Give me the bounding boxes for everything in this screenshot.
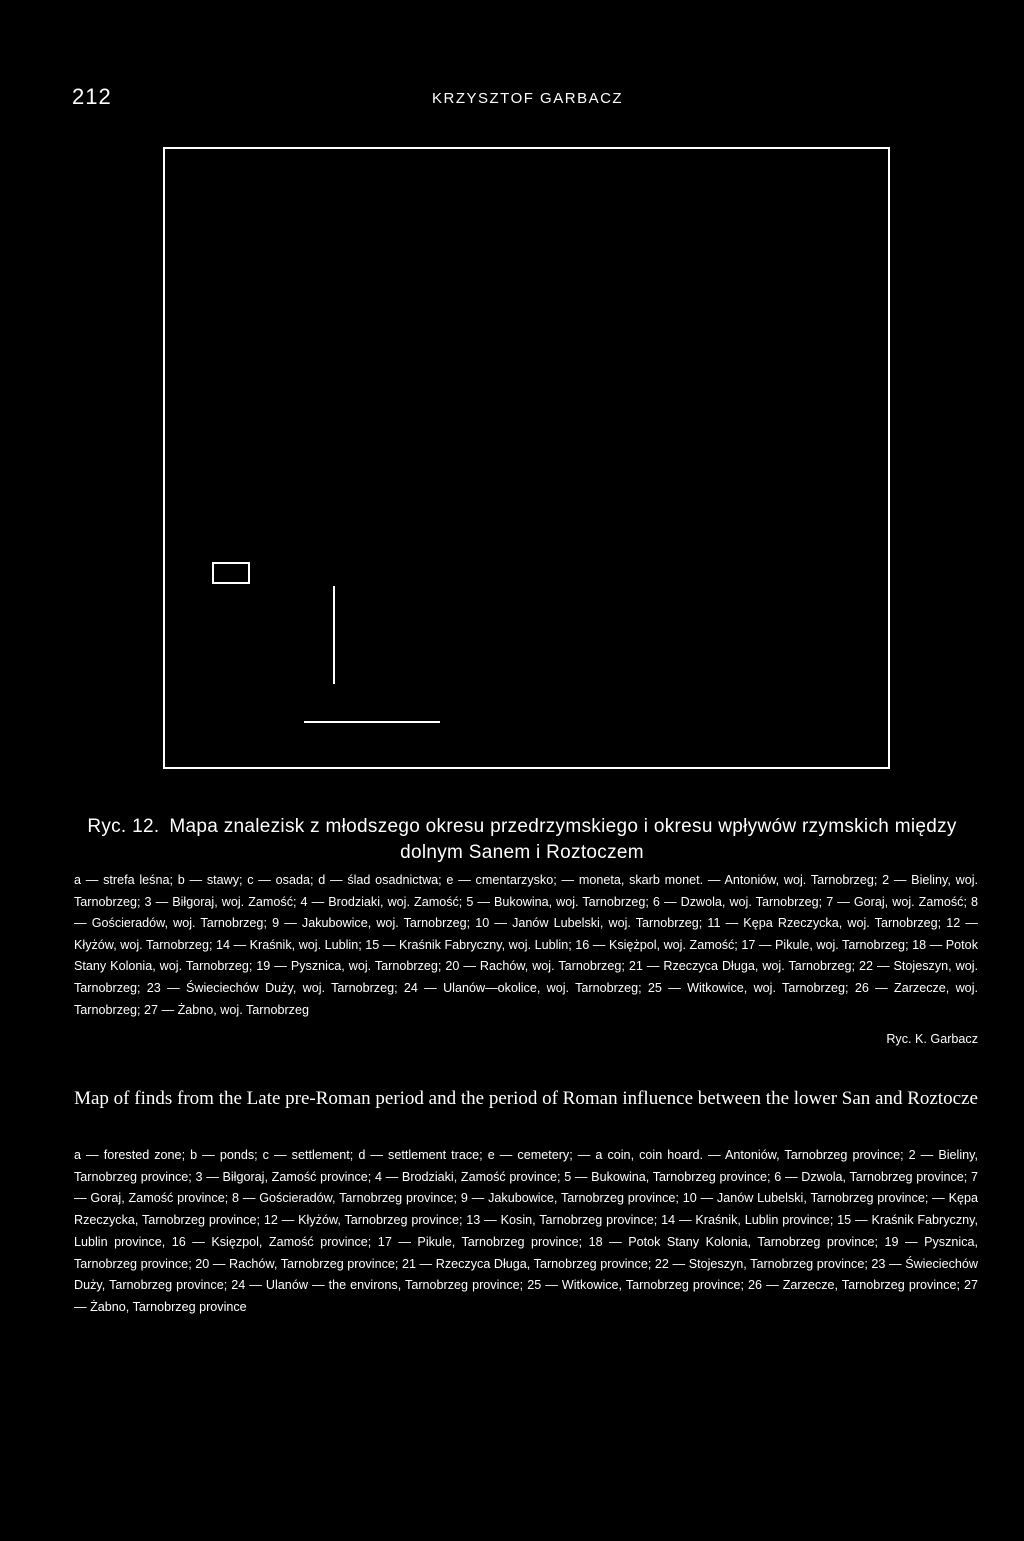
figure-label: Ryc. 12.: [87, 816, 160, 837]
page-number: 212: [72, 84, 112, 109]
figure-credit: Ryc. K. Garbacz: [886, 1032, 978, 1046]
map-figure: [163, 147, 890, 769]
english-title: Map of finds from the Late pre-Roman period and the period of Roman influence between the lower San and Roztocze: [74, 1088, 978, 1109]
figure-title: Mapa znalezisk z młodszego okresu przedrzymskiego i okresu wpływów rzymskich między dolnym Sanem i Roztoczem: [169, 816, 957, 863]
page-header: [72, 84, 948, 118]
map-vertical-line: [333, 586, 335, 684]
running-head: KRZYSZTOF GARBACZ: [432, 90, 624, 107]
english-legend: a — forested zone; b — ponds; c — settlement; d — settlement trace; e — cemetery; — a coin, coin hoard. — Antoniów, Tarnobrzeg province; 2 — Bieliny, Tarnobrzeg province; 3 — Biłgoraj, Zamość province; 4 — Brodziaki, Zamość province; 5 — Bukowina, Tarnobrzeg province; 6 — Dzwola, Tarnobrzeg province; 7 — Goraj, Zamość province; 8 — Gościeradów, Tarnobrzeg province; 9 — Jakubowice, Tarnobrzeg province; 10 — Janów Lubelski, Tarnobrzeg province; — Kępa Rzeczycka, Tarnobrzeg province; 12 — Kłyżów, Tarnobrzeg province; 13 — Kosin, Tarnobrzeg province; 14 — Kraśnik, Lublin province; 15 — Kraśnik Fabryczny, Lublin province, 16 — Księzpol, Zamość province; 17 — Pikule, Tarnobrzeg province; 18 — Potok Stany Kolonia, Tarnobrzeg province; 19 — Pysznica, Tarnobrzeg province; 20 — Rachów, Tarnobrzeg province; 21 — Rzeczyca Długa, Tarnobrzeg province; 22 — Stojeszyn, Tarnobrzeg province; 23 — Świeciechów Duży, Tarnobrzeg province; 24 — Ulanów — the environs, Tarnobrzeg province; 25 — Witkowice, Tarnobrzeg province; 26 — Zarzecze, Tarnobrzeg province; 27 — Żabno, Tarnobrzeg province: [74, 1148, 978, 1314]
legend-box-symbol: [212, 562, 250, 584]
scale-bar: [304, 721, 440, 723]
figure-legend-polish: a — strefa leśna; b — stawy; c — osada; d — ślad osadnictwa; e — cmentarzysko; — moneta, skarb monet. — Antoniów, woj. Tarnobrzeg; 2 — Bieliny, woj. Tarnobrzeg; 3 — Biłgoraj, woj. Zamość; 4 — Brodziaki, woj. Zamość; 5 — Bukowina, woj. Tarnobrzeg; 6 — Dzwola, woj. Tarnobrzeg; 7 — Goraj, woj. Zamość; 8 — Gościeradów, woj. Tarnobrzeg; 9 — Jakubowice, woj. Tarnobrzeg; 10 — Janów Lubelski, woj. Tarnobrzeg; 11 — Kępa Rzeczycka, woj. Tarnobrzeg; 12 — Kłyżów, woj. Tarnobrzeg; 14 — Kraśnik, woj. Lublin; 15 — Kraśnik Fabryczny, woj. Lublin; 16 — Księżpol, woj. Zamość; 17 — Pikule, woj. Tarnobrzeg; 18 — Potok Stany Kolonia, woj. Tarnobrzeg; 19 — Pysznica, woj. Tarnobrzeg; 20 — Rachów, woj. Tarnobrzeg; 21 — Rzeczyca Długa, woj. Tarnobrzeg; 22 — Stojeszyn, woj. Tarnobrzeg; 23 — Świeciechów Duży, woj. Tarnobrzeg; 24 — Ulanów—okolice, woj. Tarnobrzeg; 25 — Witkowice, woj. Tarnobrzeg; 26 — Zarzecze, woj. Tarnobrzeg; 27 — Żabno, woj. Tarnobrzeg: [74, 873, 978, 1017]
figure-caption-title: [74, 814, 970, 866]
